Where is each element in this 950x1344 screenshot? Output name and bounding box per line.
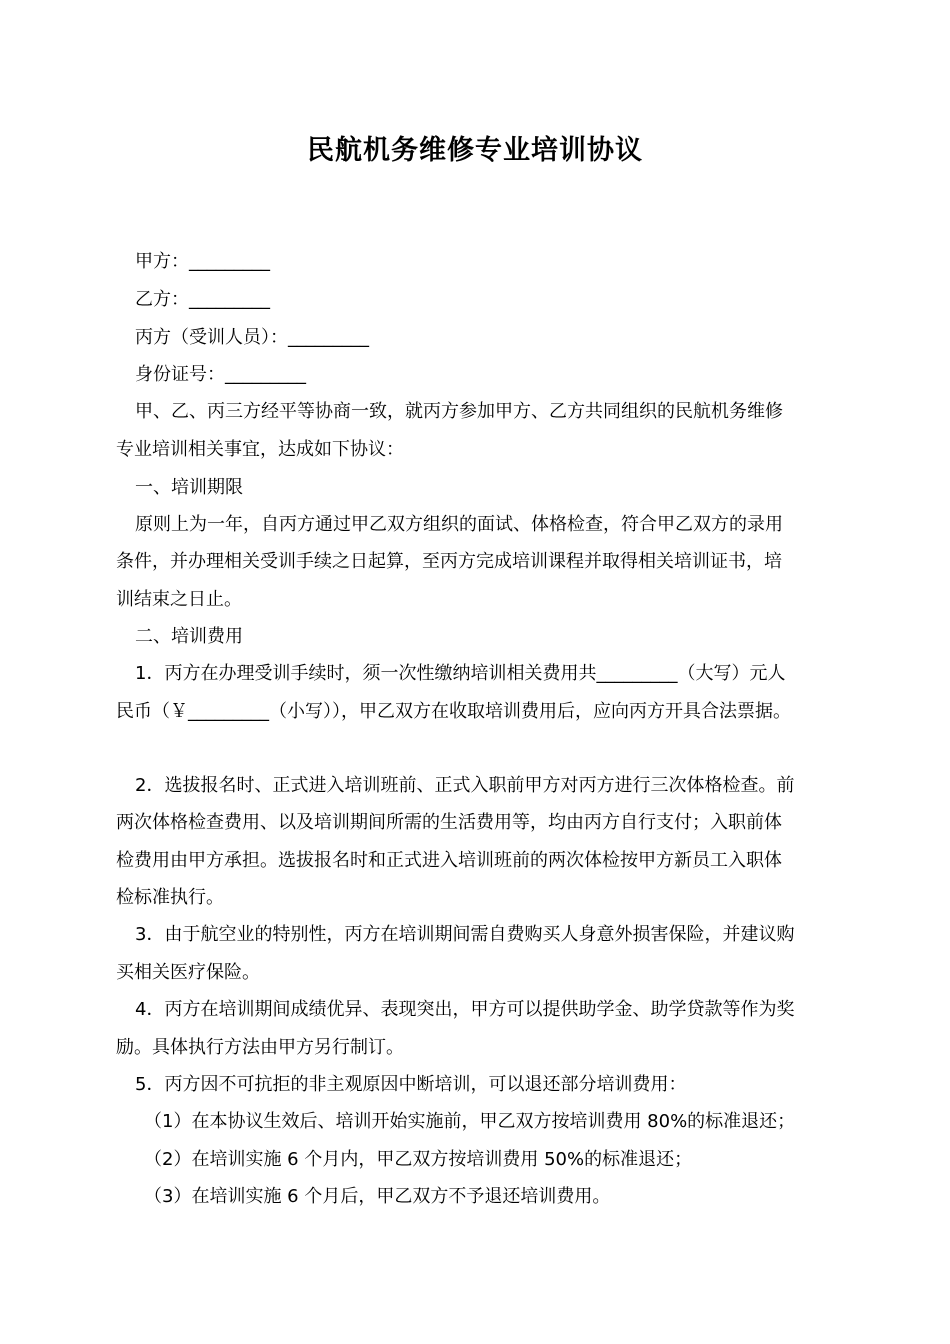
fee-clause-1-line-1: 1．丙方在办理受训手续时，须一次性缴纳培训相关费用共_________（大写）元人 (135, 663, 786, 684)
fee-clause-3-line-2: 买相关医疗保险。 (116, 962, 260, 983)
period-text-line-3: 训结束之日止。 (116, 589, 242, 610)
fee-clause-3-line-1: 3．由于航空业的特别性，丙方在培训期间需自费购买人身意外损害保险，并建议购 (135, 924, 795, 945)
preamble-line-1: 甲、乙、丙三方经平等协商一致，就丙方参加甲方、乙方共同组织的民航机务维修 (135, 401, 783, 422)
refund-item-1: （1）在本协议生效后、培训开始实施前，甲乙双方按培训费用 80%的标准退还； (144, 1111, 796, 1132)
fee-clause-2-line-2: 两次体格检查费用、以及培训期间所需的生活费用等，均由丙方自行支付；入职前体 (116, 812, 782, 833)
fee-clause-2-line-4: 检标准执行。 (116, 887, 224, 908)
fee-clause-1-line-2: 民币（￥_________（小写）），甲乙双方在收取培训费用后，应向丙方开具合法票据。 (116, 701, 791, 722)
section-heading-fees: 二、培训费用 (135, 626, 243, 647)
id-number-line: 身份证号：_________ (135, 364, 306, 385)
document-title: 民航机务维修专业培训协议 (307, 135, 643, 166)
refund-item-3: （3）在培训实施 6 个月后，甲乙双方不予退还培训费用。 (144, 1186, 611, 1207)
party-c-line: 丙方（受训人员）：_________ (135, 327, 369, 348)
party-a-line: 甲方：_________ (135, 251, 270, 272)
party-b-line: 乙方：_________ (135, 289, 270, 310)
fee-clause-5-line-1: 5．丙方因不可抗拒的非主观原因中断培训，可以退还部分培训费用： (135, 1074, 687, 1095)
preamble-line-2: 专业培训相关事宜，达成如下协议： (116, 439, 404, 460)
fee-clause-2-line-3: 检费用由甲方承担。选拔报名时和正式进入培训班前的两次体检按甲方新员工入职体 (116, 850, 782, 871)
fee-clause-4-line-1: 4．丙方在培训期间成绩优异、表现突出，甲方可以提供助学金、助学贷款等作为奖 (135, 999, 795, 1020)
fee-clause-4-line-2: 励。具体执行方法由甲方另行制订。 (116, 1037, 404, 1058)
period-text-line-1: 原则上为一年，自丙方通过甲乙双方组织的面试、体格检查，符合甲乙双方的录用 (135, 514, 783, 535)
section-heading-period: 一、培训期限 (135, 477, 243, 498)
period-text-line-2: 条件，并办理相关受训手续之日起算，至丙方完成培训课程并取得相关培训证书，培 (116, 551, 782, 572)
refund-item-2: （2）在培训实施 6 个月内，甲乙双方按培训费用 50%的标准退还； (144, 1149, 693, 1170)
fee-clause-2-line-1: 2．选拔报名时、正式进入培训班前、正式入职前甲方对丙方进行三次体格检查。前 (135, 775, 795, 796)
